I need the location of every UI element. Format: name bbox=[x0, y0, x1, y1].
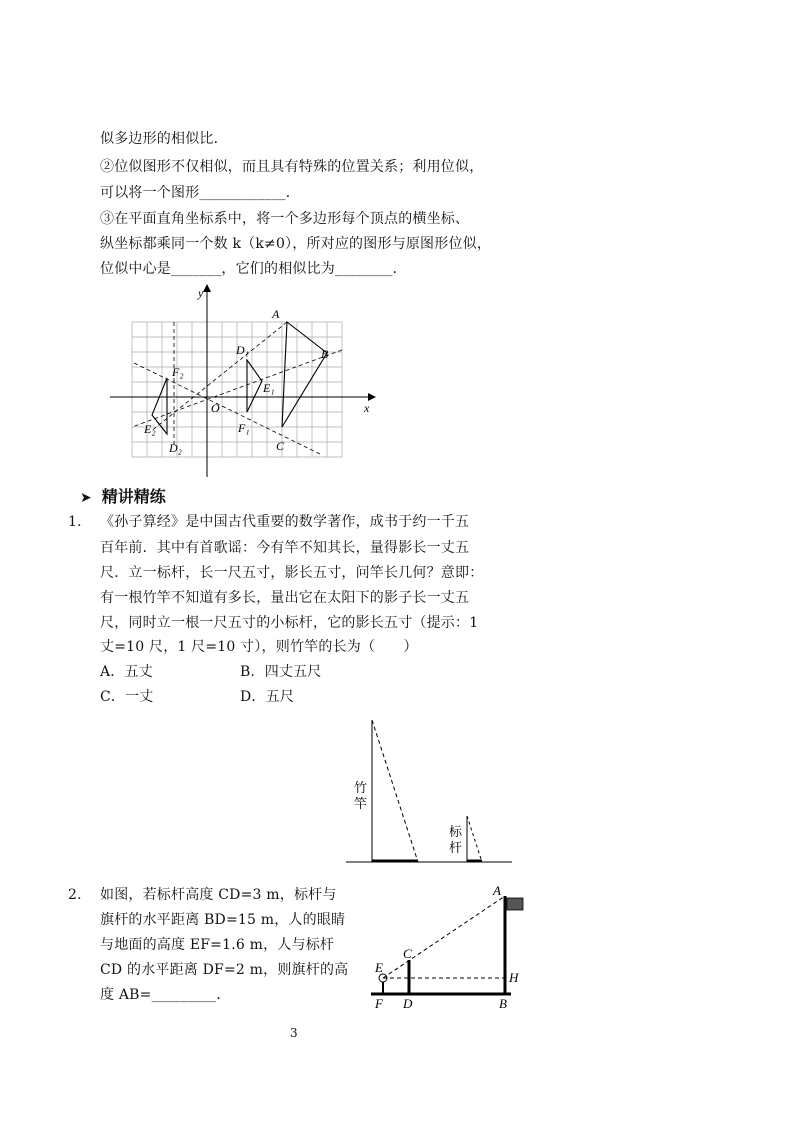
q2-flagpole-figure bbox=[365, 882, 530, 1014]
q1-line-3: 尺．立一标杆，长一尺五寸，影长五寸，问竿长几何？意即： bbox=[100, 565, 484, 581]
q1-option-a: A．五丈 bbox=[100, 664, 153, 680]
axes bbox=[110, 290, 368, 477]
q1-shadow-figure bbox=[340, 712, 520, 872]
label-e: E bbox=[375, 960, 383, 975]
page-number: 3 bbox=[290, 1026, 298, 1040]
label-e2: E₂ bbox=[144, 422, 156, 436]
q1-line-2: 百年前．其中有首歌谣：今有竿不知其长，量得影长一丈五 bbox=[100, 540, 470, 556]
q1-line-1: 《孙子算经》是中国古代重要的数学著作，成书于约一千五 bbox=[100, 514, 470, 530]
bamboo-sun-ray bbox=[372, 720, 418, 862]
pole-label-2: 竿 bbox=[354, 796, 368, 811]
q2-line-5: 度 AB=_________． bbox=[100, 987, 231, 1003]
rod-label-2: 杆 bbox=[449, 840, 463, 855]
q2-line-1: 如图，若标杆高度 CD=3 m，标杆与 bbox=[100, 887, 337, 903]
q1-option-d: D．五尺 bbox=[240, 689, 295, 705]
section-heading bbox=[80, 484, 166, 507]
pole-label-1: 竹 bbox=[354, 780, 368, 795]
label-b: B bbox=[321, 347, 329, 361]
label-d1: D₁ bbox=[236, 343, 249, 357]
q2-number: 2. bbox=[68, 887, 82, 903]
label-x-axis: x bbox=[364, 401, 370, 415]
label-c: C bbox=[276, 439, 285, 453]
triangle-d1e1f1 bbox=[247, 360, 262, 412]
rod-sun-ray bbox=[467, 816, 482, 862]
sight-line-ea bbox=[383, 896, 505, 978]
label-y-axis: y bbox=[198, 286, 204, 300]
label-e1: E₁ bbox=[263, 381, 275, 395]
label-a: A bbox=[493, 883, 501, 898]
triangle-abc bbox=[282, 322, 327, 427]
intro-line-6: 位似中心是_______，它们的相似比为________． bbox=[100, 261, 407, 277]
label-f1: F₁ bbox=[238, 421, 250, 435]
label-d: D bbox=[403, 996, 413, 1011]
label-f2: F₂ bbox=[172, 365, 184, 379]
q2-line-3: 与地面的高度 EF=1.6 m，人与标杆 bbox=[100, 937, 335, 953]
label-h: H bbox=[509, 970, 519, 985]
arrowhead-bullet-icon: ➤ bbox=[80, 490, 92, 506]
section-title: 精讲精练 bbox=[101, 487, 166, 506]
q1-option-b: B．四丈五尺 bbox=[240, 664, 322, 680]
q1-line-4: 有一根竹竿不知道有多长，量出它在太阳下的影子长一丈五 bbox=[100, 590, 470, 606]
q1-line-6: 丈=10 尺，1 尺=10 寸），则竹竿的长为（ ） bbox=[100, 639, 418, 655]
homothety-graph bbox=[100, 282, 390, 482]
intro-line-3: 可以将一个图形____________． bbox=[100, 185, 300, 201]
q2-line-2: 旗杆的水平距离 BD=15 m，人的眼睛 bbox=[100, 912, 346, 928]
flag-icon bbox=[507, 898, 523, 910]
q1-line-5: 尺，同时立一根一尺五寸的小标杆，它的影长五寸（提示：1 bbox=[100, 615, 479, 631]
label-origin: O bbox=[211, 401, 220, 415]
q1-number: 1. bbox=[68, 514, 82, 530]
q1-option-c: C．一丈 bbox=[100, 689, 154, 705]
label-f: F bbox=[375, 996, 383, 1011]
intro-line-1: 似多边形的相似比． bbox=[100, 131, 228, 147]
x-axis-arrow-icon bbox=[368, 393, 376, 401]
rod-label-1: 标 bbox=[449, 824, 463, 839]
y-axis-arrow-icon bbox=[203, 284, 211, 292]
q2-line-4: CD 的水平距离 DF=2 m，则旗杆的高 bbox=[100, 962, 349, 978]
label-d2: D₂ bbox=[169, 441, 182, 455]
intro-line-5: 纵坐标都乘同一个数 k（k≠0），所对应的图形与原图形位似， bbox=[100, 236, 492, 252]
label-a: A bbox=[272, 307, 280, 321]
label-c: C bbox=[403, 946, 412, 961]
intro-line-2: ②位似图形不仅相似，而且具有特殊的位置关系；利用位似， bbox=[100, 159, 484, 175]
intro-line-4: ③在平面直角坐标系中，将一个多边形每个顶点的横坐标、 bbox=[100, 211, 470, 227]
label-b: B bbox=[499, 996, 507, 1011]
